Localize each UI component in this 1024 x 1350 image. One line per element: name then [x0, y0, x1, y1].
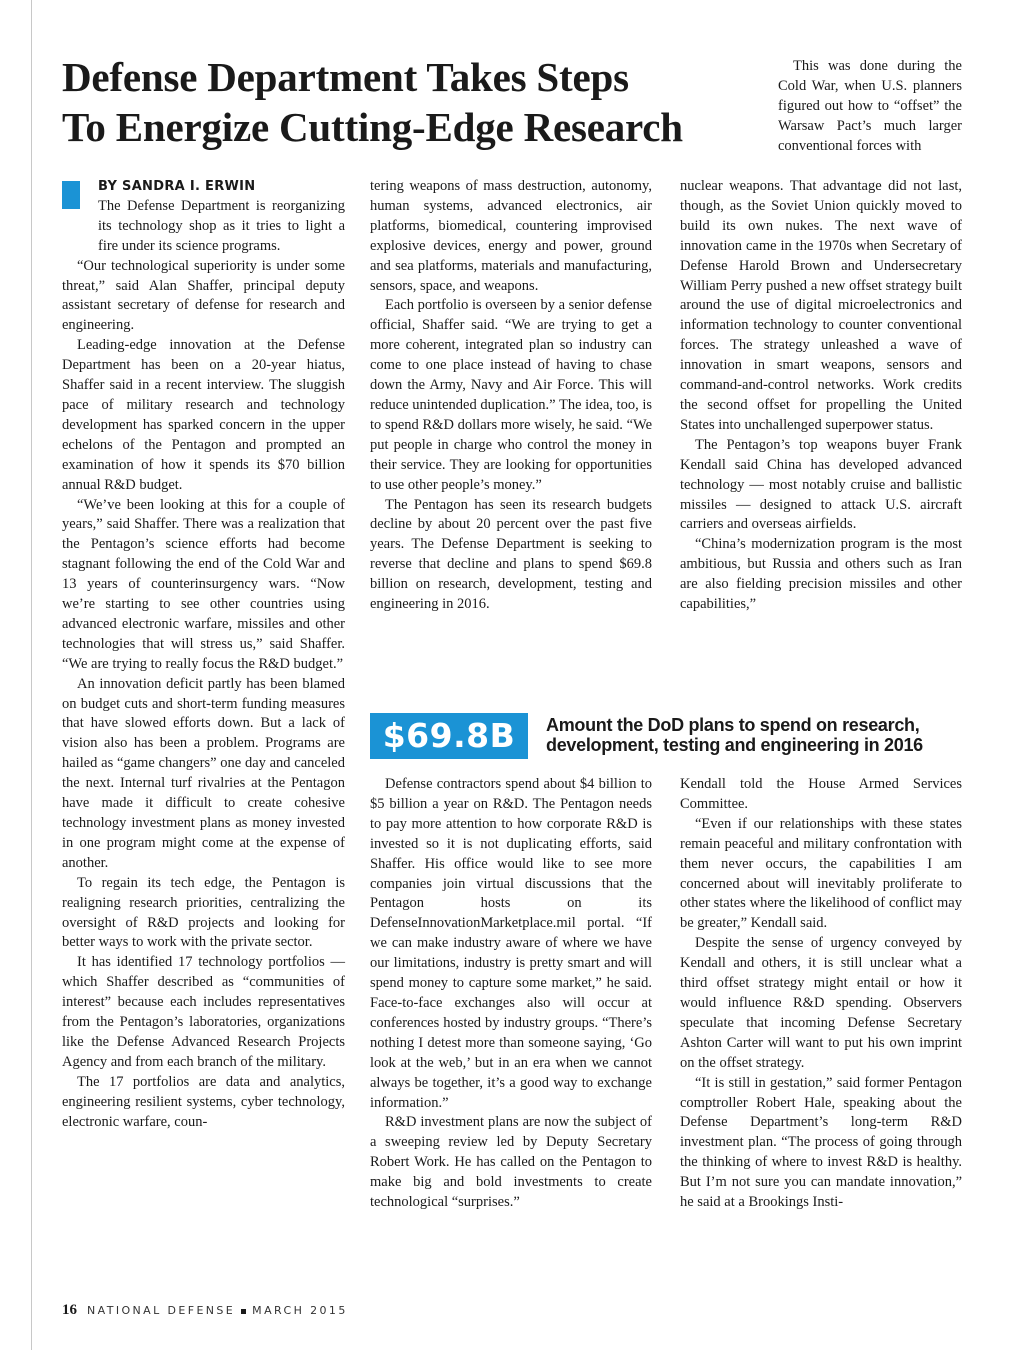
callout-figure: $69.8B — [370, 713, 528, 759]
page-footer — [62, 1302, 348, 1319]
paragraph: This was done during the Cold War, when U.S. planners figured out how to “offset” the Warsaw Pact’s much larger conventional forces with — [778, 58, 962, 154]
paragraph: “It is still in gestation,” said former Pentagon comptroller Robert Hale, speaking about the Defense Department’s long-term R&D investment plan. “The process of going through the thinking of where to invest R&D is healthy. But I’m not sure you can mandate innovation,” he said at a Brookings Insti- — [680, 1074, 962, 1211]
headline-line-2: To Energize Cutting-Edge Research — [62, 104, 683, 150]
issue-date: MARCH 2015 — [252, 1304, 348, 1317]
paragraph: “We’ve been looking at this for a couple of years,” said Shaffer. There was a realization that the Pentagon’s science efforts had become stagnant following the end of the Cold War and 13 years of counterinsurgency wars. “Now we’re starting to see other countries using advanced electronic warfare, missiles and other technologies that will stress us,” said Shaffer. “We are trying to really focus the R&D budget.” — [62, 496, 345, 672]
paragraph: The 17 portfolios are data and analytics, engineering resilient systems, cyber technology, electronic warfare, coun- — [62, 1073, 345, 1130]
article-headline — [62, 52, 762, 152]
callout-line-1: Amount the DoD plans to spend on research, — [546, 715, 920, 735]
paragraph: Defense contractors spend about $4 billion to $5 billion a year on R&D. The Pentagon needs to pay more attention to how corporate R&D is invested so it is not duplicating efforts, said Shaffer. His office would like to see more companies join virtual discussions that the Pentagon hosts on its DefenseInnovationMarketplace.mil portal. “If we can make industry aware of where we have our limitations, industry is pretty smart and will spend money to capture some market,” he said. Face-to-face exchanges also will occur at conferences hosted by industry groups. “There’s nothing I detest more than someone saying, ‘Go look at the web,’ but in an era when we cannot always be together, it’s a good way to exchange information.” — [370, 776, 652, 1111]
page-number: 16 — [62, 1302, 77, 1318]
paragraph: R&D investment plans are now the subject of a sweeping review led by Deputy Secretary Robert Work. He has called on the Pentagon to make big and bold investments to create technological “surprises.” — [370, 1114, 652, 1211]
column-2-bottom — [370, 775, 652, 1213]
paragraph: tering weapons of mass destruction, autonomy, human systems, advanced electronics, air platforms, biomedical, countering improvised explosive devices, energy and power, ground and sea platforms, materials and manufacturing, sensors, space, and weapons. — [370, 178, 652, 294]
paragraph: The Defense Department is reorganizing its technology shop as it tries to light a fire under its science programs. — [98, 197, 345, 254]
headline-line-1: Defense Department Takes Steps — [62, 54, 629, 100]
paragraph: An innovation deficit partly has been blamed on budget cuts and short-term funding measures that have slowed efforts down. But a lack of vision also has been a problem. Programs are hailed as “game changers” one day and canceled the next. Internal turf rivalries at the Pentagon have made it difficult to create cohesive technology investment plans as money invested in one program might come at the expense of another. — [62, 675, 345, 871]
publication-name: NATIONAL DEFENSE — [87, 1304, 236, 1317]
paragraph: nuclear weapons. That advantage did not last, though, as the Soviet Union quickly moved to build its own nukes. The next wave of innovation came in the 1970s when Secretary of Defense Harold Brown and Undersecretary William Perry pushed a new offset strategy built around the use of digital microelectronics and information technology to counter conventional forces. The strategy unleashed a wave of innovation in smart weapons, sensors and command-and-control networks. Work credits the second offset for propelling the United States into unchallenged superpower status. — [680, 178, 962, 433]
paragraph: The Pentagon has seen its research budgets decline by about 20 percent over the past five years. The Defense Department is seeking to reverse that decline and plans to spend $69.8 billion on research, development, testing and engineering in 2016. — [370, 496, 652, 613]
paragraph: “Even if our relationships with these states remain peaceful and military confrontation with them never occurs, the capabilities I am concerned about will inevitably proliferate to other states where the likelihood of conflict may be greater,” Kendall said. — [680, 815, 962, 932]
paragraph: Despite the sense of urgency conveyed by Kendall and others, it is still unclear what a third offset strategy might entail or how it would influence R&D spending. Observers speculate that incoming Defense Secretary Ashton Carter will want to put his own imprint on the offset strategy. — [680, 935, 962, 1071]
column-3-top — [680, 177, 962, 615]
paragraph: The Pentagon’s top weapons buyer Frank Kendall said China has developed advanced technology — most notably cruise and ballistic missiles — designed to attack U.S. aircraft carriers and overseas airfields. — [680, 436, 962, 533]
paragraph: “China’s modernization program is the most ambitious, but Russia and others such as Iran are also fielding precision missiles and other capabilities,” — [680, 536, 962, 613]
paragraph: Leading-edge innovation at the Defense Department has been on a 20-year hiatus, Shaffer said in a recent interview. The sluggish pace of military research and technology development has sparked concern in the upper echelons of the Pentagon and prompted an examination of how it spends its $70 billion annual R&D budget. — [62, 337, 345, 493]
paragraph: It has identified 17 technology portfolios — which Shaffer described as “communities of interest” because each includes representatives from the Pentagon’s laboratories, organizations like the Defense Advanced Research Projects Agency and from each branch of the military. — [62, 954, 345, 1070]
column-3-wrap-text — [778, 57, 962, 157]
page-edge-rule — [31, 0, 32, 1350]
paragraph: “Our technological superiority is under some threat,” said Alan Shaffer, principal deputy assistant secretary of defense for research and engineering. — [62, 257, 345, 334]
callout-caption — [546, 715, 966, 755]
paragraph: Kendall told the House Armed Services Committee. — [680, 776, 962, 812]
paragraph: To regain its tech edge, the Pentagon is realigning research priorities, centralizing the oversight of R&D projects and looking for better ways to work with the private sector. — [62, 874, 345, 951]
column-1 — [62, 177, 345, 1133]
column-2-top — [370, 177, 652, 615]
separator-square — [241, 1309, 246, 1314]
callout-line-2: development, testing and engineering in 2016 — [546, 735, 923, 755]
byline: BY SANDRA I. ERWIN — [98, 179, 256, 194]
column-3-bottom — [680, 775, 962, 1213]
paragraph: Each portfolio is overseen by a senior defense official, Shaffer said. “We are trying to get a more coherent, integrated plan so industry can come to one place instead of having to chase down the Army, Navy and Air Force. This will reduce unintended duplication.” The idea, too, is to spend R&D dollars more wisely, he said. “We put people in charge who control the money in their service. They are looking for opportunities to use other people’s money.” — [370, 297, 652, 493]
